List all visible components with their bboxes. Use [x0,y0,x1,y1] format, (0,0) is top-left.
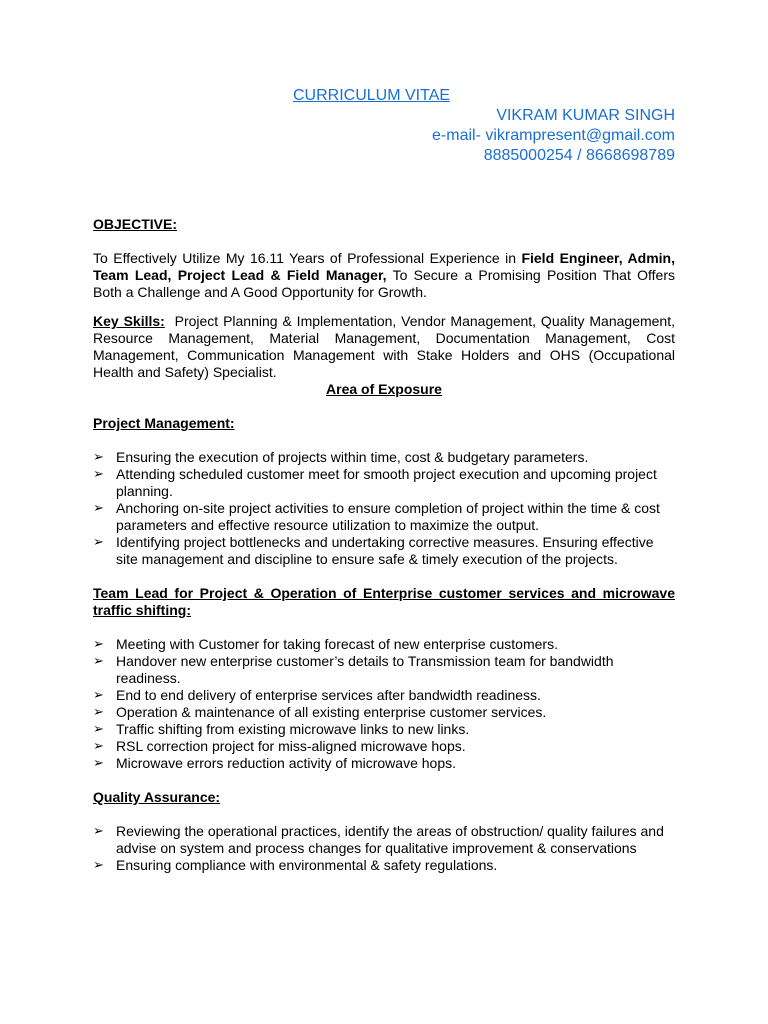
arrowhead-bullet-icon: ➢ [93,722,104,737]
list-item [93,466,675,500]
arrowhead-bullet-icon: ➢ [93,756,104,771]
list-item-text: Traffic shifting from existing microwave links to new links. [116,721,470,737]
objective-text: To Effectively Utilize My 16.11 Years of Professional Experience in Field Engineer, Admin, Team Lead, Project Lead & Field Manager, To Secure a Promising Position That Offers Both a Challenge and A Good Opportunity for Growth. [93,250,676,300]
list-item [93,738,675,755]
list-item [93,449,675,466]
list-item-text: Meeting with Customer for taking forecast of new enterprise customers. [116,636,558,652]
list-item-text: End to end delivery of enterprise services after bandwidth readiness. [116,687,541,703]
arrowhead-bullet-icon: ➢ [93,501,104,516]
list-item [93,500,675,534]
list-item [93,653,675,687]
list-item [93,857,675,874]
list-item-text: Ensuring the execution of projects within time, cost & budgetary parameters. [116,449,589,465]
list-item-text: RSL correction project for miss-aligned microwave hops. [116,738,466,754]
list-item-text: Reviewing the operational practices, identify the areas of obstruction/ quality failures and advise on system and process changes for qualitative improvement & conservations [116,823,664,856]
quality-assurance-heading: Quality Assurance: [93,789,221,805]
team-lead-heading: Team Lead for Project & Operation of Enterprise customer services and microwave traffic shifting: [93,585,675,618]
candidate-name: VIKRAM KUMAR SINGH [496,107,675,124]
list-item [93,823,675,857]
list-item-text: Microwave errors reduction activity of microwave hops. [116,755,457,771]
list-item-text: Attending scheduled customer meet for smooth project execution and upcoming project planning. [116,466,657,499]
arrowhead-bullet-icon: ➢ [93,654,104,669]
area-of-exposure-heading: Area of Exposure [326,381,442,397]
arrowhead-bullet-icon: ➢ [93,688,104,703]
quality-assurance-list [93,823,675,874]
arrowhead-bullet-icon: ➢ [93,739,104,754]
list-item-text: Handover new enterprise customer’s details to Transmission team for bandwidth readiness. [116,653,614,686]
list-item [93,755,675,772]
arrowhead-bullet-icon: ➢ [93,535,104,550]
email-link[interactable]: e-mail- vikrampresent@gmail.com [432,127,675,144]
key-skills-label: Key Skills: [93,313,165,329]
team-lead-list [93,636,675,772]
phone-numbers: 8885000254 / 8668698789 [483,147,675,164]
list-item [93,704,675,721]
list-item [93,687,675,704]
list-item [93,721,675,738]
arrowhead-bullet-icon: ➢ [93,824,104,839]
project-management-heading: Project Management: [93,415,235,431]
arrowhead-bullet-icon: ➢ [93,705,104,720]
cv-body [93,216,675,874]
key-skills-text: Project Planning & Implementation, Vendor Management, Quality Management, Resource Management, Material Management, Documentation Management, Cost Management, Communication Management with Stake Holders and OHS (Occupational Health and Safety) Specialist. [93,313,675,380]
contact-block [432,106,675,166]
arrowhead-bullet-icon: ➢ [93,637,104,652]
project-management-list [93,449,675,568]
list-item-text: Anchoring on-site project activities to ensure completion of project within the time & cost parameters and effective resource utilization to maximize the output. [116,500,660,533]
arrowhead-bullet-icon: ➢ [93,858,104,873]
list-item-text: Ensuring compliance with environmental & safety regulations. [116,857,498,873]
list-item [93,534,675,568]
list-item-text: Operation & maintenance of all existing enterprise customer services. [116,704,547,720]
list-item [93,636,675,653]
objective-heading: OBJECTIVE: [93,216,178,232]
key-skills [93,313,675,381]
document-title: CURRICULUM VITAE [293,87,451,104]
list-item-text: Identifying project bottlenecks and undertaking corrective measures. Ensuring effective site management and discipline to ensure safe & timely execution of the projects. [116,534,654,567]
arrowhead-bullet-icon: ➢ [93,467,104,482]
arrowhead-bullet-icon: ➢ [93,450,104,465]
